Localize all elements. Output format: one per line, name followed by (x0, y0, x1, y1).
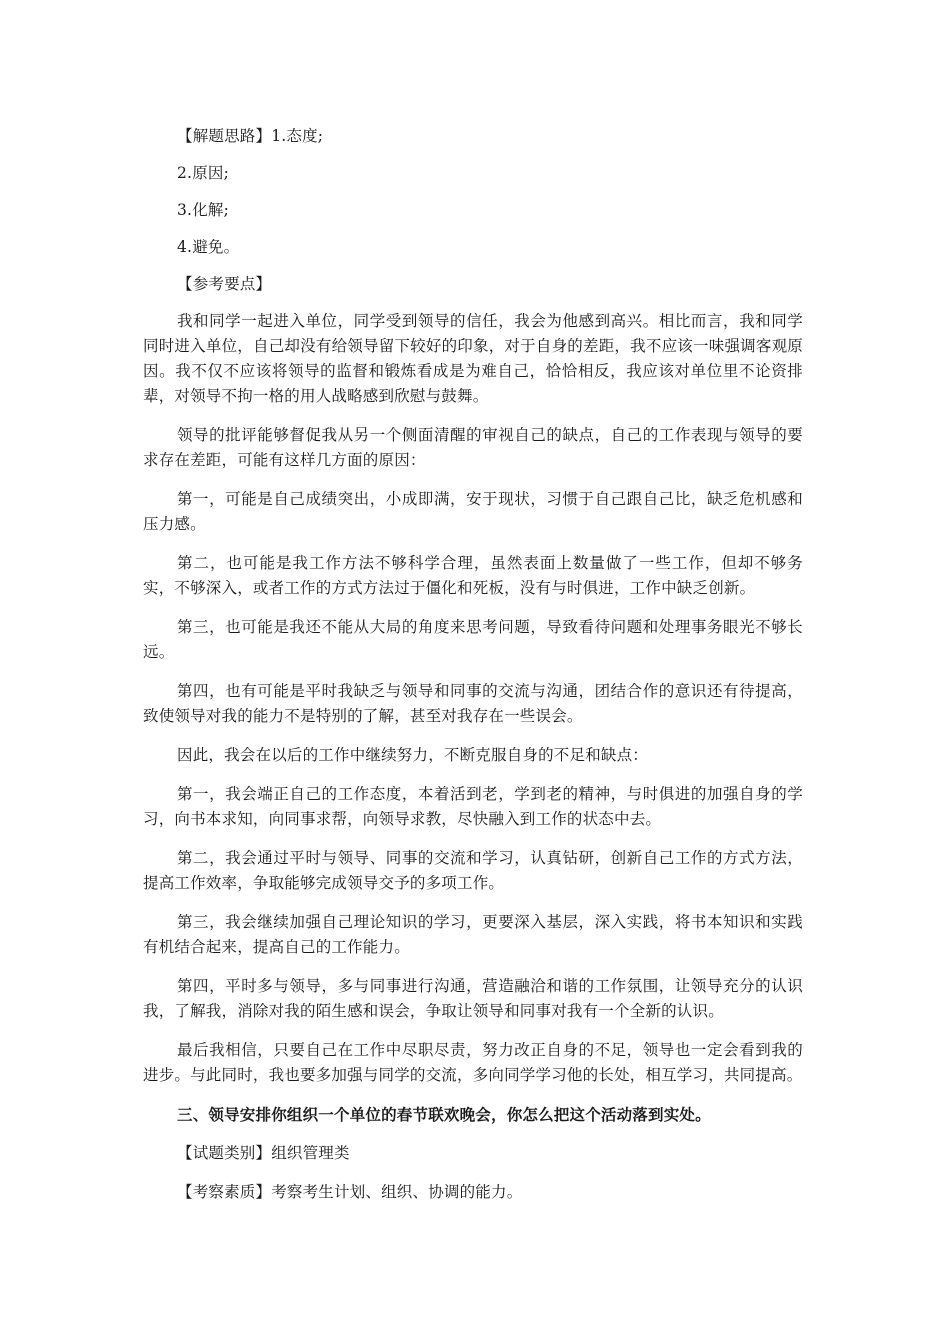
paragraph: 我和同学一起进入单位，同学受到领导的信任，我会为他感到高兴。相比而言，我和同学同时进入单位，自己却没有给领导留下较好的印象，对于自身的差距，我不应该一味强调客观原因。我不仅不应该将领导的监督和锻炼看成是为难自己，恰恰相反，我应该对单位里不论资排辈，对领导不拘一格的用人战略感到欣慰与鼓舞。 (143, 312, 803, 405)
question-heading: 三、领导安排你组织一个单位的春节联欢晚会，你怎么把这个活动落到实处。 (177, 1105, 711, 1124)
approach-line: 2.原因; (177, 164, 230, 182)
approach-line: 4.避免。 (177, 238, 240, 256)
paragraph: 第四，也有可能是平时我缺乏与领导和同事的交流与沟通，团结合作的意识还有待提高，致使领导对我的能力不是特别的了解，甚至对我存在一些误会。 (143, 682, 803, 725)
question-quality: 【考察素质】考察考生计划、组织、协调的能力。 (177, 1183, 523, 1201)
paragraph: 第一，可能是自己成绩突出，小成即满，安于现状，习惯于自己跟自己比，缺乏危机感和压力感。 (143, 490, 803, 533)
paragraph: 领导的批评能够督促我从另一个侧面清醒的审视自己的缺点，自己的工作表现与领导的要求存在差距，可能有这样几方面的原因： (143, 426, 803, 469)
paragraph: 第四，平时多与领导，多与同事进行沟通，营造融洽和谐的工作氛围，让领导充分的认识我，了解我，消除对我的陌生感和误会，争取让领导和同事对我有一个全新的认识。 (143, 977, 803, 1020)
paragraph: 第二，也可能是我工作方法不够科学合理，虽然表面上数量做了一些工作，但却不够务实，不够深入，或者工作的方式方法过于僵化和死板，没有与时俱进，工作中缺乏创新。 (143, 554, 803, 597)
approach-line: 【解题思路】1.态度; (177, 127, 324, 145)
document-body (143, 124, 803, 1219)
paragraph: 最后我相信，只要自己在工作中尽职尽责，努力改正自身的不足，领导也一定会看到我的进步。与此同时，我也要多加强与同学的交流，多向同学学习他的长处，相互学习，共同提高。 (143, 1041, 803, 1084)
paragraph: 因此，我会在以后的工作中继续努力，不断克服自身的不足和缺点： (177, 746, 649, 764)
paragraph: 第一，我会端正自己的工作态度，本着活到老，学到老的精神，与时俱进的加强自身的学习，向书本求知，向同事求帮，向领导求教，尽快融入到工作的状态中去。 (143, 785, 803, 828)
question-category: 【试题类别】组织管理类 (177, 1144, 350, 1162)
paragraph: 第三，也可能是我还不能从大局的角度来思考问题，导致看待问题和处理事务眼光不够长远。 (143, 618, 803, 661)
paragraph: 第二，我会通过平时与领导、同事的交流和学习，认真钻研，创新自己工作的方式方法，提高工作效率，争取能够完成领导交予的多项工作。 (143, 849, 803, 892)
approach-line: 3.化解; (177, 201, 230, 219)
section-heading: 【参考要点】 (177, 275, 272, 293)
paragraph: 第三，我会继续加强自己理论知识的学习，更要深入基层，深入实践，将书本知识和实践有机结合起来，提高自己的工作能力。 (143, 913, 803, 956)
